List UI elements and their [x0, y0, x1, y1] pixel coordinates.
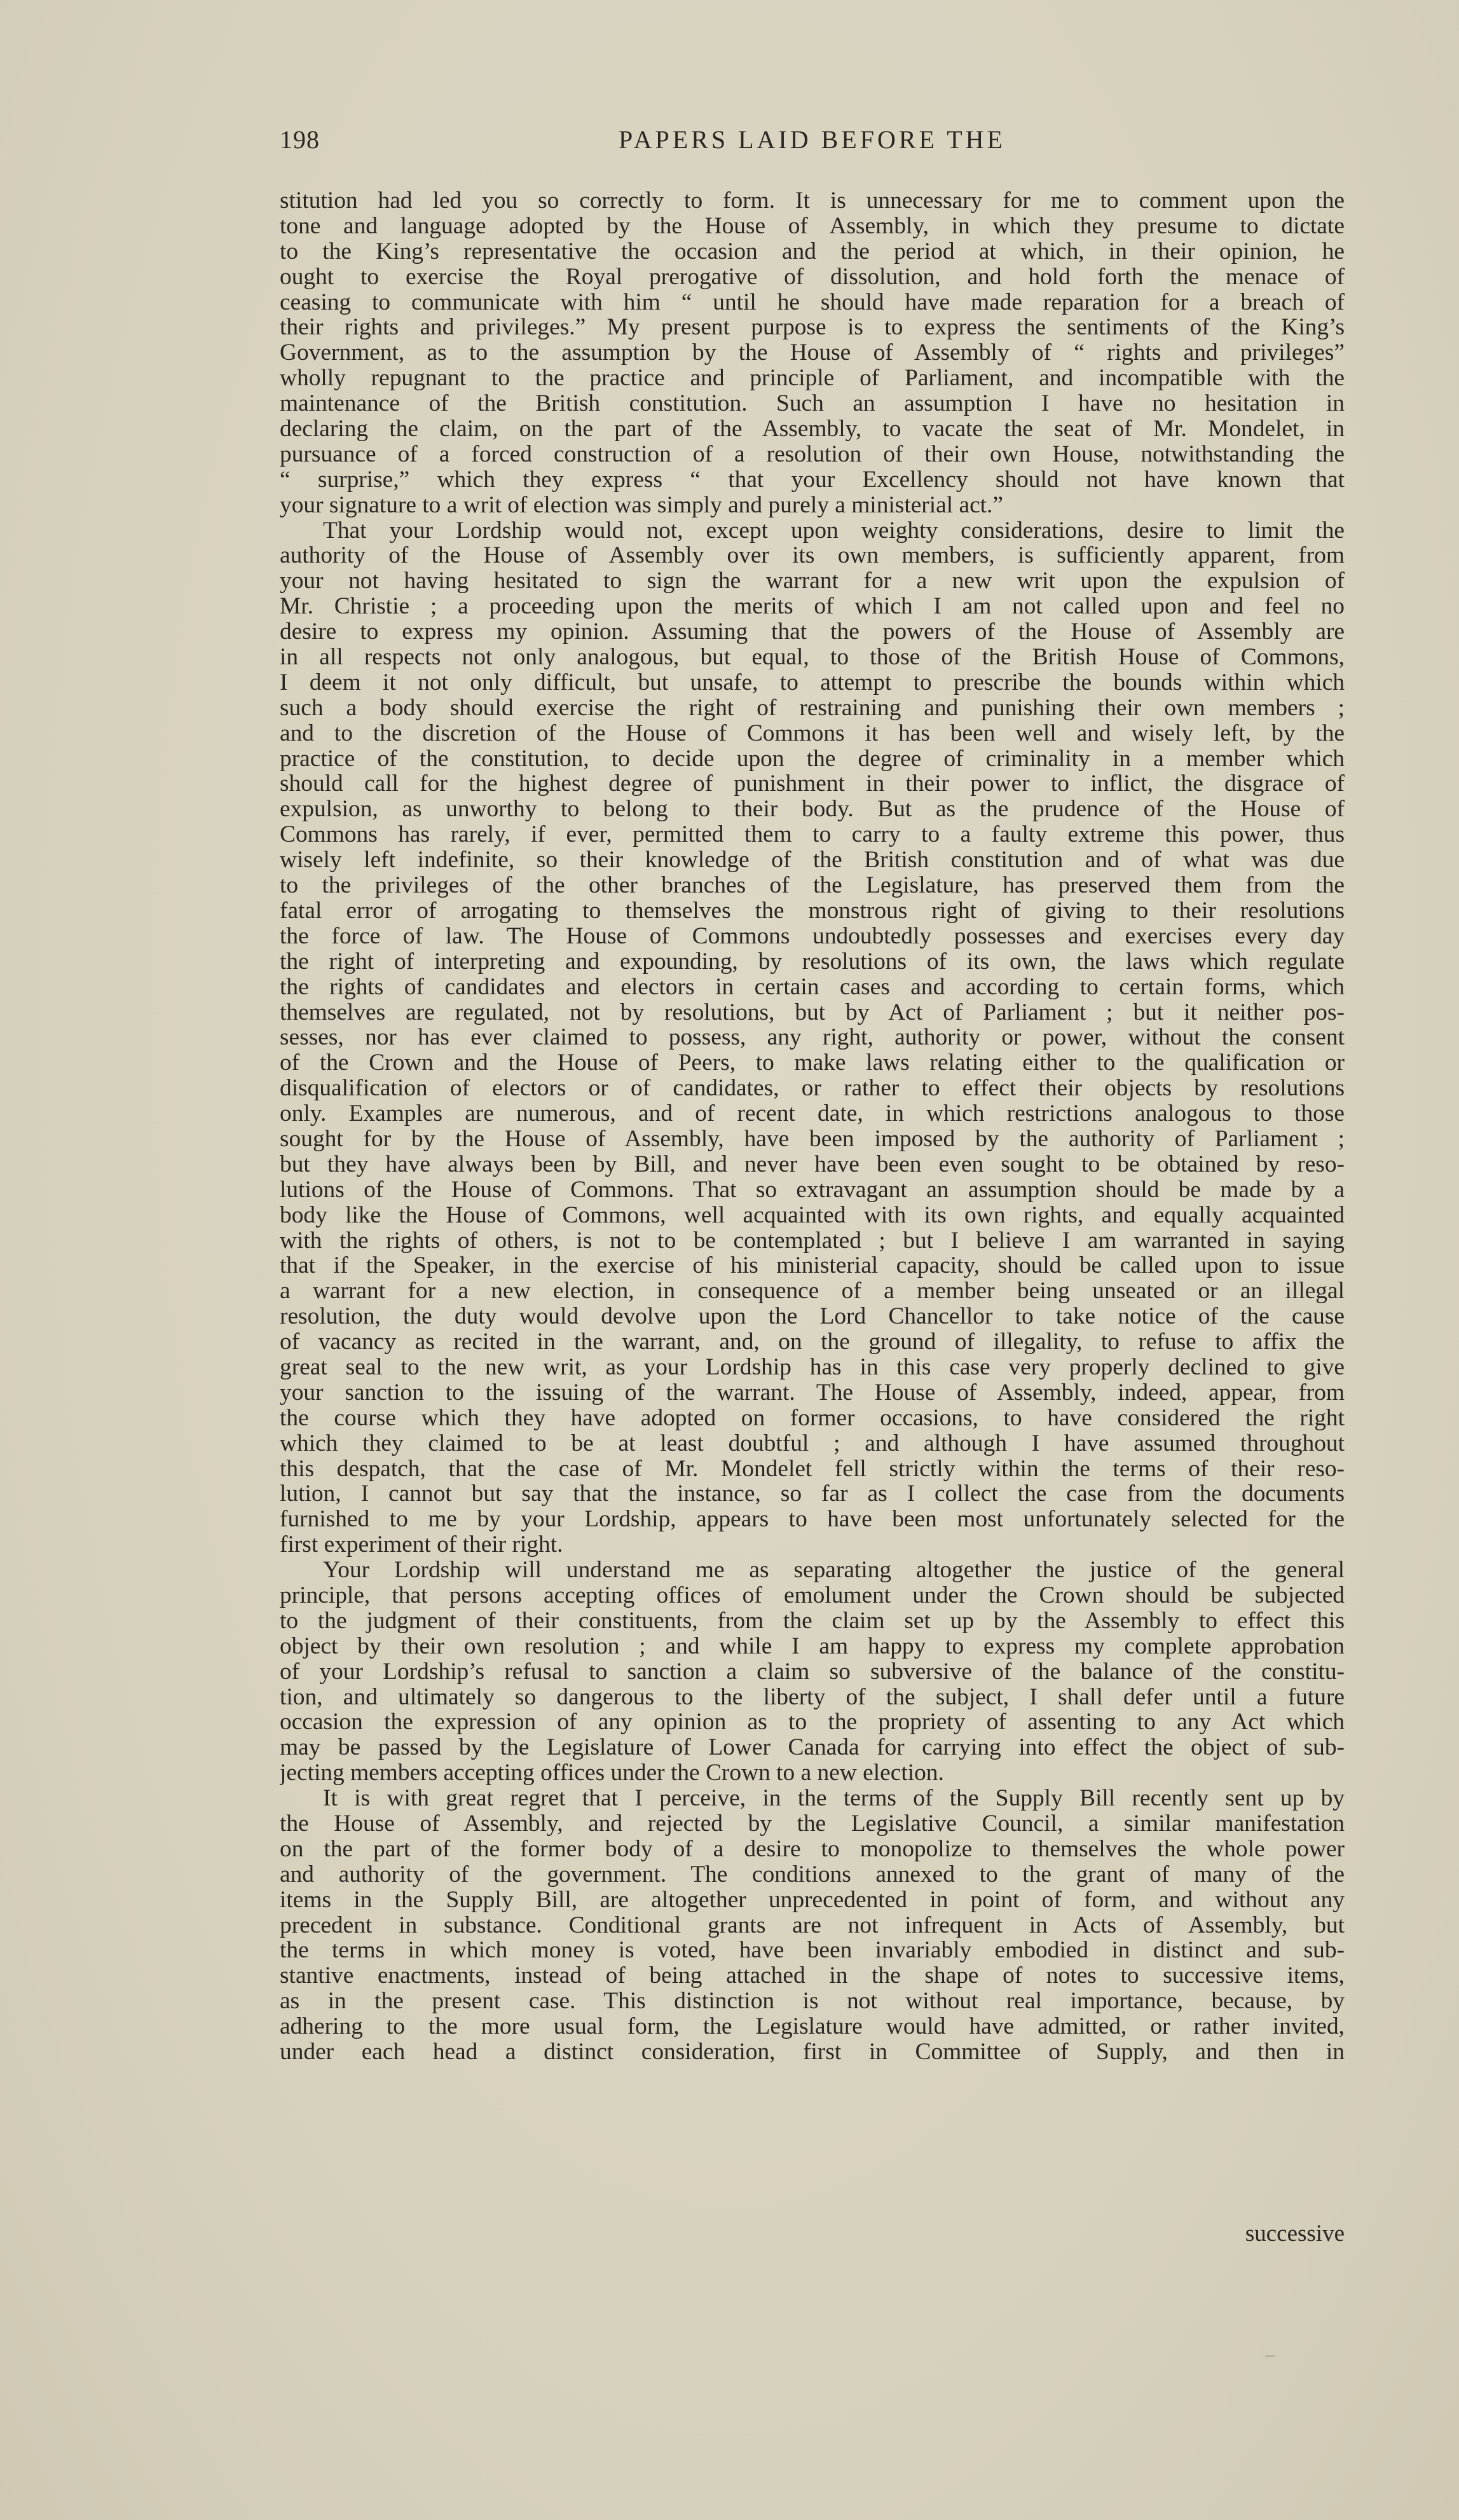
text-line: lution, I cannot but say that the instance, so far as I collect the case from the documents	[280, 1481, 1345, 1507]
text-line: tion, and ultimately so dangerous to the liberty of the subject, I shall defer until a future	[280, 1684, 1345, 1710]
catchword: successive	[1245, 2221, 1345, 2247]
text-line: of vacancy as recited in the warrant, and, on the ground of illegality, to refuse to affix the	[280, 1329, 1345, 1355]
text-line: lutions of the House of Commons. That so extravagant an assumption should be made by a	[280, 1177, 1345, 1203]
text-line: sought for by the House of Assembly, have been imposed by the authority of Parliament ;	[280, 1126, 1345, 1152]
body-text	[280, 188, 1345, 2065]
text-line: their rights and privileges.” My present purpose is to express the sentiments of the King’s	[280, 315, 1345, 341]
page-number: 198	[280, 125, 320, 154]
page-header	[280, 125, 1345, 160]
text-line: pursuance of a forced construction of a resolution of their own House, notwithstanding the	[280, 441, 1345, 467]
text-line: occasion the expression of any opinion as to the propriety of assenting to any Act which	[280, 1709, 1345, 1736]
text-line: in all respects not only analogous, but equal, to those of the British House of Commons,	[280, 645, 1345, 670]
text-line: wisely left indefinite, so their knowledge of the British constitution and of what was due	[280, 847, 1345, 873]
text-line: practice of the constitution, to decide upon the degree of criminality in a member which	[280, 746, 1345, 772]
text-line: to the privileges of the other branches of the Legislature, has preserved them from the	[280, 873, 1345, 898]
text-line: should call for the highest degree of punishment in their power to inflict, the disgrace of	[280, 771, 1345, 797]
text-line: wholly repugnant to the practice and principle of Parliament, and incompatible with the	[280, 366, 1345, 392]
text-line: furnished to me by your Lordship, appears to have been most unfortunately selected for the	[280, 1507, 1345, 1533]
text-line: the House of Assembly, and rejected by the Legislative Council, a similar manifestation	[280, 1811, 1345, 1837]
text-line: stitution had led you so correctly to form. It is unnecessary for me to comment upon the	[280, 188, 1345, 214]
text-line: the terms in which money is voted, have been invariably embodied in distinct and sub-	[280, 1938, 1345, 1964]
text-line: It is with great regret that I perceive, in the terms of the Supply Bill recently sent up by	[323, 1786, 1345, 1811]
text-line: items in the Supply Bill, are altogether unprecedented in point of form, and without any	[280, 1887, 1345, 1913]
text-line: under each head a distinct consideration, first in Committee of Supply, and then in	[280, 2039, 1345, 2065]
text-line: such a body should exercise the right of restraining and punishing their own members ;	[280, 695, 1345, 721]
running-head: PAPERS LAID BEFORE THE	[619, 125, 1006, 154]
text-line: ought to exercise the Royal prerogative of dissolution, and hold forth the menace of	[280, 264, 1345, 290]
text-line: of your Lordship’s refusal to sanction a claim so subversive of the balance of the constitu-	[280, 1659, 1345, 1685]
text-line: jecting members accepting offices under the Crown to a new election.	[280, 1760, 944, 1786]
text-line: expulsion, as unworthy to belong to their body. But as the prudence of the House of	[280, 797, 1345, 823]
text-line: principle, that persons accepting offices of emolument under the Crown should be subjected	[280, 1582, 1345, 1608]
text-line: with the rights of others, is not to be contemplated ; but I believe I am warranted in saying	[280, 1228, 1345, 1254]
text-line: and authority of the government. The conditions annexed to the grant of many of the	[280, 1861, 1345, 1887]
text-line: body like the House of Commons, well acquainted with its own rights, and equally acquainted	[280, 1202, 1345, 1228]
text-line: the right of interpreting and expounding, by resolutions of its own, the laws which regulate	[280, 948, 1345, 975]
text-line: the rights of candidates and electors in certain cases and according to certain forms, which	[280, 974, 1345, 1000]
text-line: Government, as to the assumption by the House of Assembly of “ rights and privileges”	[280, 340, 1345, 366]
text-line: Your Lordship will understand me as separating altogether the justice of the general	[323, 1558, 1345, 1583]
text-line: maintenance of the British constitution. Such an assumption I have no hesitation in	[280, 391, 1345, 417]
text-line: and to the discretion of the House of Commons it has been well and wisely left, by the	[280, 720, 1345, 746]
text-line: your sanction to the issuing of the warrant. The House of Assembly, indeed, appear, from	[280, 1380, 1345, 1406]
text-line: only. Examples are numerous, and of recent date, in which restrictions analogous to those	[280, 1101, 1345, 1126]
text-line: a warrant for a new election, in consequence of a member being unseated or an illegal	[280, 1278, 1345, 1305]
text-line: your signature to a writ of election was simply and purely a ministerial act.”	[280, 492, 1004, 518]
text-line: Mr. Christie ; a proceeding upon the merits of which I am not called upon and feel no	[280, 594, 1345, 620]
text-line: Commons has rarely, if ever, permitted them to carry to a faulty extreme this power, thus	[280, 822, 1345, 848]
text-line: the course which they have adopted on former occasions, to have considered the right	[280, 1405, 1345, 1431]
text-line: but they have always been by Bill, and never have been even sought to be obtained by reso-	[280, 1151, 1345, 1177]
paper-mark	[1265, 2355, 1275, 2357]
text-line: stantive enactments, instead of being attached in the shape of notes to successive items,	[280, 1963, 1345, 1989]
text-line: this despatch, that the case of Mr. Mondelet fell strictly within the terms of their reso-	[280, 1456, 1345, 1482]
text-line: “ surprise,” which they express “ that your Excellency should not have known that	[280, 467, 1345, 493]
text-line: which they claimed to be at least doubtful ; and although I have assumed throughout	[280, 1430, 1345, 1456]
text-line: sesses, nor has ever claimed to possess, any right, authority or power, without the consent	[280, 1025, 1345, 1051]
text-line: desire to express my opinion. Assuming that the powers of the House of Assembly are	[280, 619, 1345, 645]
text-line: as in the present case. This distinction is not without real importance, because, by	[280, 1989, 1345, 2015]
text-line: tone and language adopted by the House of Assembly, in which they presume to dictate	[280, 213, 1345, 239]
text-line: that if the Speaker, in the exercise of his ministerial capacity, should be called upon to issue	[280, 1253, 1345, 1279]
text-line: resolution, the duty would devolve upon the Lord Chancellor to take notice of the cause	[280, 1304, 1345, 1330]
text-line: great seal to the new writ, as your Lordship has in this case very properly declined to give	[280, 1354, 1345, 1380]
text-line: object by their own resolution ; and while I am happy to express my complete approbation	[280, 1633, 1345, 1659]
text-line: of the Crown and the House of Peers, to make laws relating either to the qualification or	[280, 1050, 1345, 1076]
text-line: to the King’s representative the occasion and the period at which, in their opinion, he	[280, 238, 1345, 264]
text-line: to the judgment of their constituents, from the claim set up by the Assembly to effect this	[280, 1608, 1345, 1634]
text-line: That your Lordship would not, except upon weighty considerations, desire to limit the	[323, 517, 1345, 544]
text-line: precedent in substance. Conditional grants are not infrequent in Acts of Assembly, but	[280, 1912, 1345, 1938]
text-line: first experiment of their right.	[280, 1532, 563, 1558]
text-line: the force of law. The House of Commons undoubtedly possesses and exercises every day	[280, 923, 1345, 949]
text-line: I deem it not only difficult, but unsafe, to attempt to prescribe the bounds within which	[280, 669, 1345, 695]
text-line: adhering to the more usual form, the Legislature would have admitted, or rather invited,	[280, 2014, 1345, 2040]
text-line: disqualification of electors or of candidates, or rather to effect their objects by resolutions	[280, 1076, 1345, 1102]
text-line: your not having hesitated to sign the warrant for a new writ upon the expulsion of	[280, 568, 1345, 594]
text-line: themselves are regulated, not by resolutions, but by Act of Parliament ; but it neither pos-	[280, 999, 1345, 1025]
text-line: may be passed by the Legislature of Lower Canada for carrying into effect the object of sub-	[280, 1735, 1345, 1761]
text-line: on the part of the former body of a desire to monopolize to themselves the whole power	[280, 1836, 1345, 1862]
text-line: authority of the House of Assembly over its own members, is sufficiently apparent, from	[280, 543, 1345, 569]
text-line: declaring the claim, on the part of the Assembly, to vacate the seat of Mr. Mondelet, in	[280, 416, 1345, 442]
text-line: ceasing to communicate with him “ until he should have made reparation for a breach of	[280, 289, 1345, 315]
text-line: fatal error of arrogating to themselves the monstrous right of giving to their resolutions	[280, 898, 1345, 924]
